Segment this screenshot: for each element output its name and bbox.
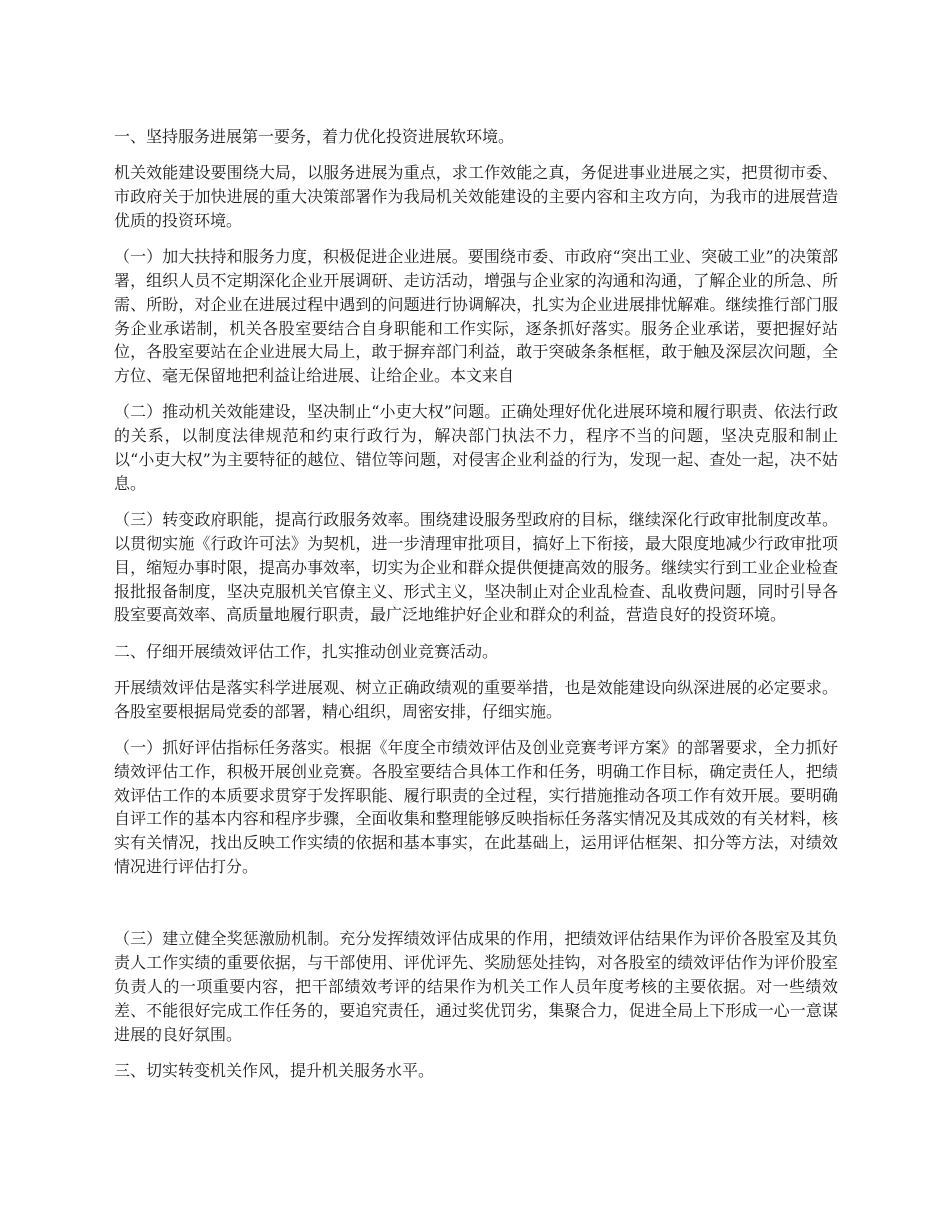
section-heading-2: 二、仔细开展绩效评估工作，扎实推动创业竞赛活动。 [114, 641, 499, 661]
section-heading-1: 一、坚持服务进展第一要务，着力优化投资进展软环境。 [114, 127, 515, 146]
paragraph: （一）加大扶持和服务力度，积极促进企业进展。要围绕市委、市政府“突出工业、突破工业”的决策部署，组织人员不定期深化企业开展调研、走访活动，增强与企业家的沟通和沟通，了解企业的所急、所需、所盼，对企业在进展过程中遇到的问题进行协调解决，扎实为企业进展排忧解难。继续推行部门服务企业承诺制，机关各股室要结合自身职能和工作实际，逐条抓好落实。服务企业承诺，要把握好站位，各股室要站在企业进展大局上，敢于摒弃部门利益，敢于突破条条框框，敢于触及深层次问题，全方位、毫无保留地把利益让给进展、让给企业。本文来自 [114, 247, 838, 386]
paragraph: （二）推动机关效能建设，坚决制止“小吏大权”问题。正确处理好优化进展环境和履行职责、依法行政的关系，以制度法律规范和约束行政行为，解决部门执法不力，程序不当的问题，坚决克服和制止以“小吏大权”为主要特征的越位、错位等问题，对侵害企业利益的行为，发现一起、查处一起，决不姑息。 [114, 402, 838, 493]
paragraph: 开展绩效评估是落实科学进展观、树立正确政绩观的重要举措，也是效能建设向纵深进展的必定要求。各股室要根据局党委的部署，精心组织，周密安排，仔细实施。 [114, 677, 838, 721]
section-heading-3: 三、切实转变机关作风，提升机关服务水平。 [114, 1060, 435, 1080]
paragraph: （一）抓好评估指标任务落实。根据《年度全市绩效评估及创业竞赛考评方案》的部署要求，全力抓好绩效评估工作，积极开展创业竞赛。各股室要结合具体工作和任务，明确工作目标，确定责任人，把绩效评估工作的本质要求贯穿于发挥职能、履行职责的全过程，实行措施推动各项工作有效开展。要明确自评工作的基本内容和程序步骤，全面收集和整理能够反映指标任务落实情况及其成效的有关材料，核实有关情况，找出反映工作实绩的依据和基本事实，在此基础上，运用评估框架、扣分等方法，对绩效情况进行评估打分。 [114, 738, 838, 877]
document-body [114, 125, 838, 1095]
blank-gap [114, 891, 838, 927]
paragraph: （三）建立健全奖惩激励机制。充分发挥绩效评估成果的作用，把绩效评估结果作为评价各股室及其负责人工作实绩的重要依据，与干部使用、评优评先、奖励惩处挂钩，对各股室的绩效评估作为评价股室负责人的一项重要内容，把干部绩效考评的结果作为机关工作人员年度考核的主要依据。对一些绩效差、不能很好完成工作任务的，要追究责任，通过奖优罚劣，集聚合力，促进全局上下形成一心一意谋进展的良好氛围。 [114, 929, 838, 1044]
paragraph: 机关效能建设要围绕大局，以服务进展为重点，求工作效能之真，务促进事业进展之实，把贯彻市委、市政府关于加快进展的重大决策部署作为我局机关效能建设的主要内容和主攻方向，为我市的进展营造优质的投资环境。 [114, 163, 838, 230]
paragraph: （三）转变政府职能，提高行政服务效率。围绕建设服务型政府的目标，继续深化行政审批制度改革。以贯彻实施《行政许可法》为契机，进一步清理审批项目，搞好上下衔接，最大限度地减少行政审批项目，缩短办事时限，提高办事效率，切实为企业和群众提供便捷高效的服务。继续实行到工业企业检查报批报备制度，坚决克服机关官僚主义、形式主义，坚决制止对企业乱检查、乱收费问题，同时引导各股室要高效率、高质量地履行职责，最广泛地维护好企业和群众的利益，营造良好的投资环境。 [114, 510, 838, 625]
